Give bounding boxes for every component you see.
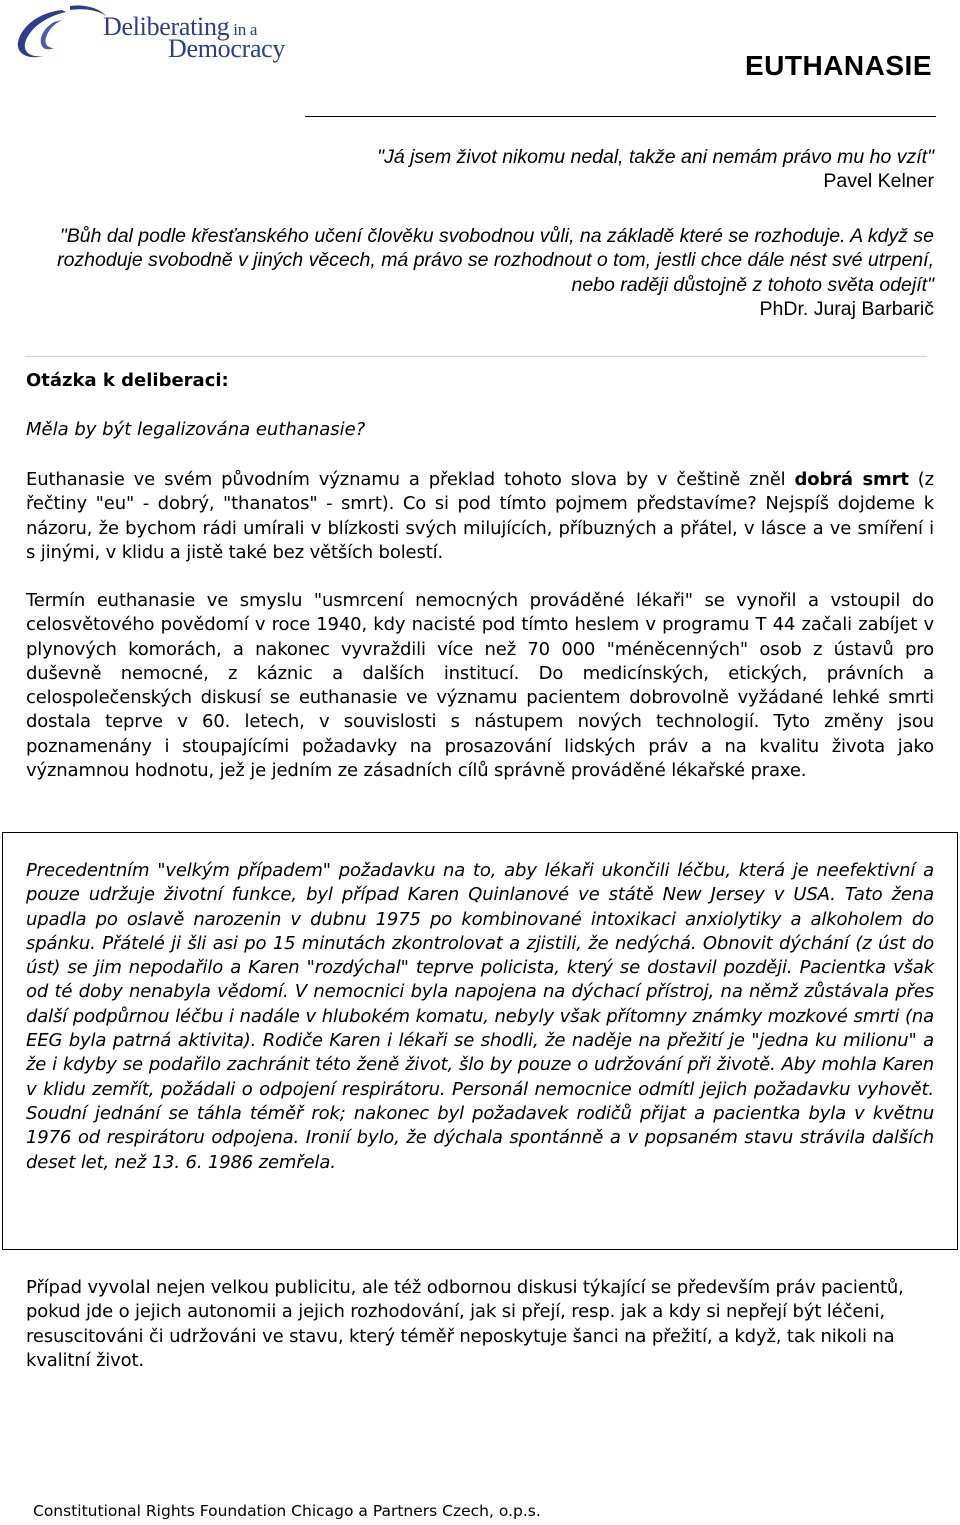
quote-2-text: "Bůh dal podle křesťanského učení člověku svobodnou vůli, na základě které se rozhoduje. A když se rozhoduje svobodně v jiných věcech, má právo se rozhodnout o tom, jestli chce dále nést své utrpení, nebo raději důstojně z tohoto světa odejít" — [57, 225, 934, 296]
title-underline — [305, 116, 936, 117]
paragraph-intro — [26, 468, 934, 565]
section-divider — [25, 356, 927, 357]
deliberation-heading: Otázka k deliberaci: — [26, 370, 229, 391]
logo-wordmark-line2: Democracy — [168, 34, 286, 63]
case-box-text: Precedentním "velkým případem" požadavku na to, aby lékaři ukončili léčbu, která je neefektivní a pouze udržuje životní funkce, byl případ Karen Quinlanové ve státě New Jersey v USA. Tato žena upadla po oslavě narozenin v dubnu 1975 po kombinované intoxikaci anxiolytiky a alkoholem do spánku. Přátelé ji šli asi po 15 minutách zkontrolovat a zjistili, že nedýchá. Obnovit dýchání (z úst do úst) se jim nepodařilo a Karen "rozdýchal" teprve policista, který se dostavil později. Pacientka však od té doby nenabyla vědomí. V nemocnici byla napojena na dýchací přístroj, na němž zůstávala přes další podpůrnou léčbu i nadále v hlubokém komatu, nebyly však přítomny známky mozkové smrti (na EEG byla patrná aktivita). Rodiče Karen i lékaři se shodli, že naděje na přežití je "jedna ku milionu" a že i kdyby se podařilo zachránit této ženě život, šlo by pouze o udržování při životě. Aby mohla Karen v klidu zemřít, požádali o odpojení respirátoru. Personál nemocnice odmítl jejich požadavku vyhovět. Soudní jednání se táhla téměř rok; nakonec byl požadavek rodičů přijat a pacientka byla v květnu 1976 od respirátoru odpojena. Ironií bylo, že dýchala spontánně a v popsaném stavu strávila dalších deset let, než 13. 6. 1986 zemřela. — [26, 860, 934, 1173]
document-title: EUTHANASIE — [744, 50, 932, 81]
globe-swoosh-icon — [14, 2, 114, 66]
logo-wordmark-line1: Deliberating in a — [103, 12, 258, 41]
quote-1-text: "Já jsem život nikomu nedal, takže ani nemám právo mu ho vzít" — [377, 146, 934, 168]
quote-1-author: Pavel Kelner — [823, 170, 934, 193]
paragraph-conclusion: Případ vyvolal nejen velkou publicitu, ale též odbornou diskusi týkající se především práv pacientů, pokud jde o jejich autonomii a jejich rozhodování, jak si přejí, resp. jak a kdy si nepřejí být léčeni, resuscitováni či udržováni ve stavu, který téměř neposkytuje šanci na přežití, a když, tak nikoli na kvalitní život. — [26, 1277, 904, 1371]
quote-1 — [234, 145, 934, 194]
quote-2-author: PhDr. Juraj Barbarič — [759, 297, 934, 320]
paragraph-intro-start: Euthanasie ve svém původním významu a překlad tohoto slova by v češtině zněl — [26, 469, 795, 490]
paragraph-intro-end: (z řečtiny "eu" - dobrý, "thanatos" - smrt). Co si pod tímto pojmem představíme? Nejspíš dojdeme k názoru, že bychom rádi umírali v blízkosti svých milujících, příbuzných a přátel, v lásce a ve smíření i s jinými, v klidu a jistě také bez větších bolestí. — [26, 469, 934, 563]
quote-2 — [54, 224, 934, 321]
paragraph-history: Termín euthanasie ve smyslu "usmrcení nemocných prováděné lékaři" se vynořil a vstoupil do celosvětového povědomí v roce 1940, kdy nacisté pod tímto heslem v programu T 44 začali zabíjet v plynových komorách, a nakonec vyvraždili více než 70 000 "méněcenných" osob z ústavů pro duševně nemocné, z káznic a dalších institucí. Do medicínských, etických, právních a celospolečenských diskusí se euthanasie ve významu pacientem dobrovolně vyžádané lehké smrti dostala teprve v 60. letech, v souvislosti s nástupem nových technologií. Tyto změny jsou poznamenány i stoupajícími požadavky na prosazování lidských práv a na kvalitu života jako významnou hodnotu, jež je jedním ze zásadních cílů správně prováděné lékařské praxe. — [26, 590, 934, 782]
deliberation-question: Měla by být legalizována euthanasie? — [26, 419, 366, 440]
paragraph-intro-bold-term: dobrá smrt — [794, 469, 909, 490]
footer-text: Constitutional Rights Foundation Chicago a Partners Czech, o.p.s. — [33, 1502, 541, 1520]
